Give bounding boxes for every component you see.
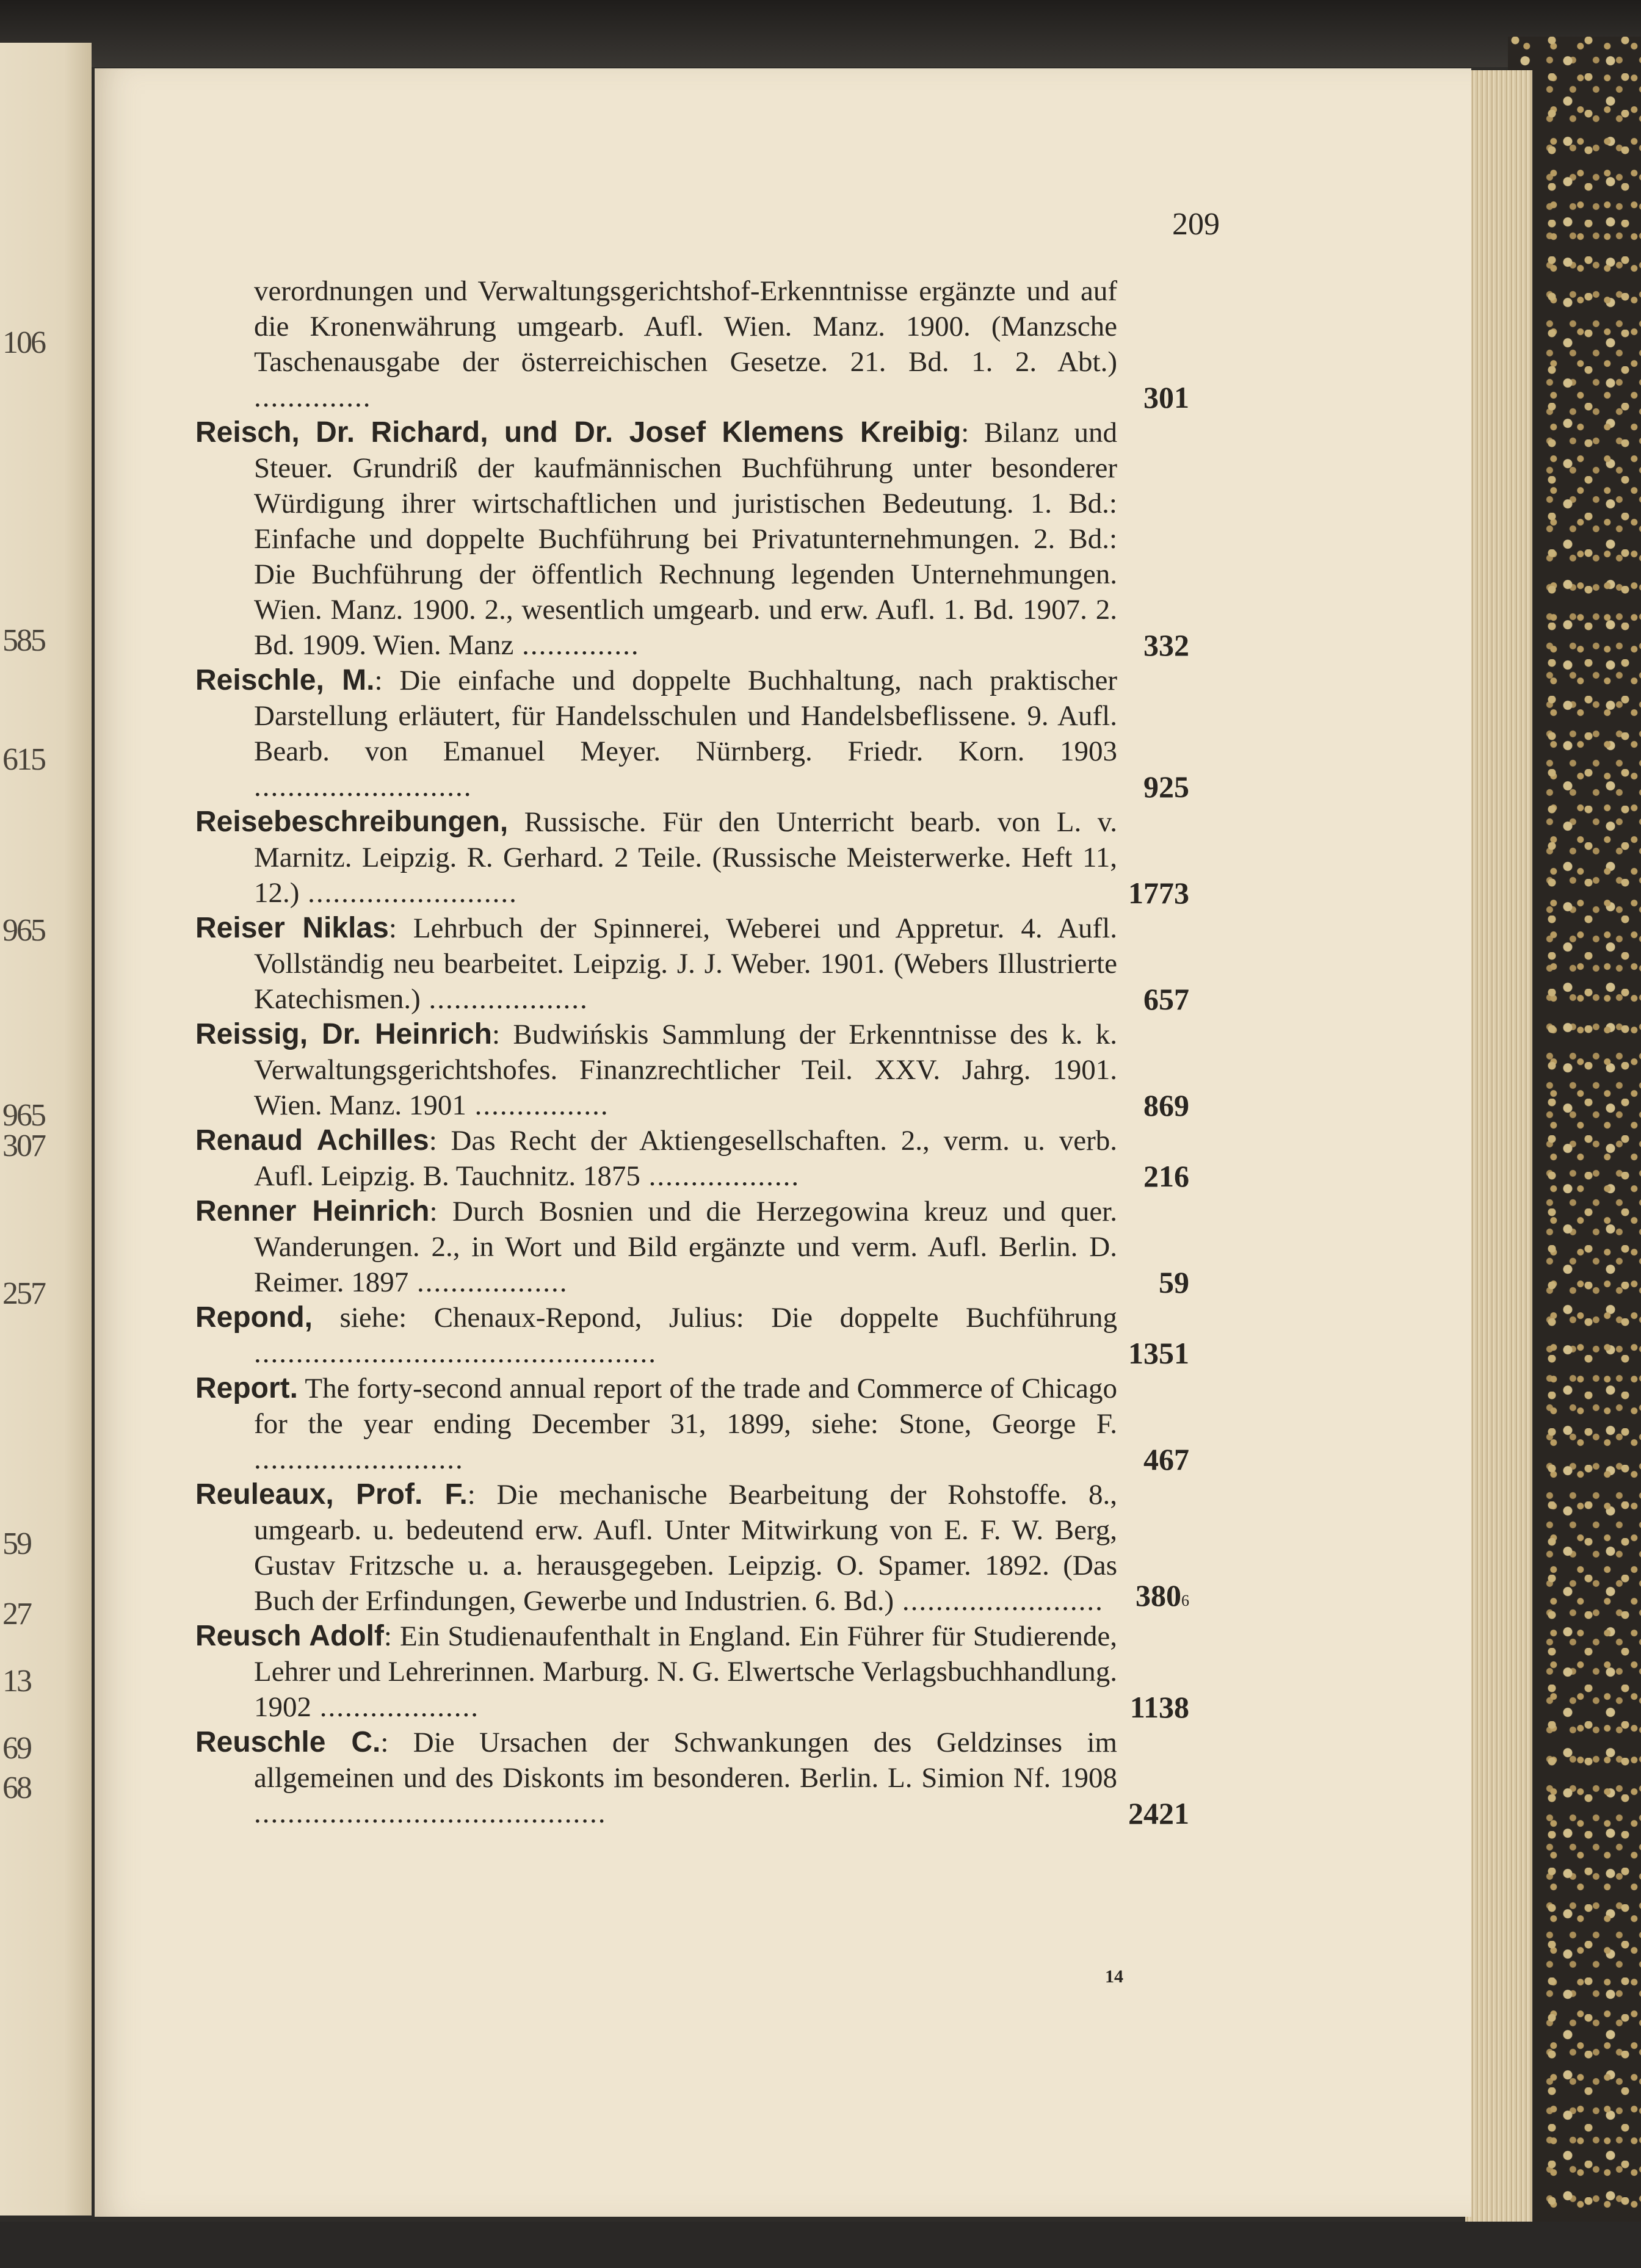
signature-mark: 14: [1105, 1966, 1123, 1987]
bibliography-entry: [195, 1725, 1189, 1831]
entry-text: verordnungen und Verwaltungsgerichtshof-Erkenntnisse ergänzte und auf die Kronenwährung umgearb. Aufl. Wien. Manz. 1900. (Manzsche Taschenausgabe der österreichischen Gesetze. 21. Bd. 1. 2. Abt.): [254, 275, 1117, 378]
leader-dots: ........................: [894, 1585, 1104, 1617]
bibliography-entry: [195, 415, 1189, 663]
entry-reference-suffix: 6: [1181, 1592, 1189, 1609]
leader-dots: ..............: [513, 629, 640, 661]
book-bottom-edge: [0, 2222, 1641, 2268]
bibliography-entry: [195, 1371, 1189, 1477]
leader-dots: ...................: [420, 983, 589, 1015]
left-page-fragment: 59: [2, 1526, 31, 1561]
leader-dots: ..............: [254, 381, 372, 413]
leader-dots: ................................................: [254, 1337, 657, 1369]
entry-text: : Die Ursachen der Schwankungen des Geldzinses im allgemeinen und des Diskonts im besonderen. Berlin. L. Simion Nf. 1908: [254, 1727, 1117, 1794]
bibliography-entry: [195, 911, 1189, 1017]
entry-heading: Reisch, Dr. Richard, und Dr. Josef Klemens Kreibig: [195, 416, 962, 449]
entry-heading: Reuleaux, Prof. F.: [195, 1478, 468, 1511]
entry-text: : Durch Bosnien und die Herzegowina kreuz und quer. Wanderungen. 2., in Wort und Bild ergänzte und verm. Aufl. Berlin. D. Reimer. 1897: [254, 1196, 1117, 1298]
page-number: 209: [1172, 207, 1220, 242]
entry-heading: Renner Heinrich: [195, 1195, 430, 1227]
bibliography-entry: [195, 1194, 1189, 1300]
book-top-edge: [0, 0, 1641, 67]
bibliography-entry: [195, 1123, 1189, 1194]
leader-dots: ..........................: [254, 771, 473, 803]
entry-reference-number: 1351: [1128, 1336, 1189, 1370]
entry-text: siehe: Chenaux-Repond, Julius: Die doppelte Buchführung: [312, 1302, 1117, 1334]
entry-heading: Reuschle C.: [195, 1726, 381, 1758]
entry-heading: Reusch Adolf: [195, 1620, 384, 1652]
entry-reference-number: 925: [1143, 770, 1189, 804]
entry-heading: Renaud Achilles: [195, 1124, 429, 1157]
previous-page-sliver: [0, 43, 92, 2216]
entry-reference-number: 657: [1143, 982, 1189, 1016]
entry-reference-number: 216: [1143, 1159, 1189, 1193]
entry-text: : Die einfache und doppelte Buchhaltung, nach praktischer Darstellung erläutert, für Handelsschulen und Handelsbeflissene. 9. Aufl. Bearb. von Emanuel Meyer. Nürnberg. Friedr. Korn. 1903: [254, 665, 1117, 767]
entry-reference-number: 332: [1143, 628, 1189, 662]
entry-reference-number: 1138: [1129, 1690, 1189, 1724]
left-page-fragment: 307: [2, 1129, 45, 1163]
bibliography-entry: [195, 1017, 1189, 1123]
entry-reference-number: 869: [1143, 1088, 1189, 1122]
entry-text: : Bilanz und Steuer. Grundriß der kaufmännischen Buchführung unter besonderer Würdigung ihrer wirtschaftlichen und juristischen Bedeutung. 1. Bd.: Einfache und doppelte Buchführung bei Privatunternehmungen. 2. Bd.: Die Buchführung der öffentlich Rechnung legenden Unternehmungen. Wien. Manz. 1900. 2., wesentlich umgearb. und erw. Aufl. 1. Bd. 1907. 2. Bd. 1909. Wien. Manz: [254, 417, 1117, 661]
leader-dots: ..................: [408, 1266, 568, 1298]
entry-reference-number: 301: [1143, 380, 1189, 414]
entry-heading: Reischle, M.: [195, 664, 375, 696]
left-page-fragment: 965: [2, 913, 45, 948]
entry-reference-number: 2421: [1128, 1796, 1189, 1830]
left-page-fragment: 68: [2, 1771, 31, 1805]
entry-heading: Reissig, Dr. Heinrich: [195, 1018, 492, 1050]
left-page-fragment: 615: [2, 742, 45, 777]
entry-text: Russische. Für den Unterricht bearb. von L. v. Marnitz. Leipzig. R. Gerhard. 2 Teile. (Russische Meisterwerke. Heft 11, 12.): [254, 806, 1117, 909]
entry-heading: Reiser Niklas: [195, 912, 389, 944]
entry-text: : Lehrbuch der Spinnerei, Weberei und Appretur. 4. Aufl. Vollständig neu bearbeitet. Leipzig. J. J. Weber. 1901. (Webers Illustrierte Katechismen.): [254, 912, 1118, 1015]
left-page-fragment: 27: [2, 1597, 31, 1631]
entry-text: : Ein Studienaufenthalt in England. Ein Führer für Studierende, Lehrer und Lehrerinnen. Marburg. N. G. Elwertsche Verlagsbuchhandlung. 1902: [254, 1620, 1117, 1723]
leader-dots: ................: [466, 1089, 609, 1121]
left-page-fragment: 585: [2, 623, 45, 658]
entry-reference-number: 467: [1143, 1442, 1189, 1476]
left-page-fragment: 257: [2, 1276, 45, 1311]
entry-heading: Report.: [195, 1372, 298, 1404]
bibliography-entry: [195, 1619, 1189, 1725]
left-page-fragment: 13: [2, 1664, 31, 1699]
leader-dots: ...................: [311, 1691, 479, 1723]
bibliography-list: [195, 273, 1189, 1831]
entry-reference-number: 59: [1159, 1265, 1189, 1299]
bibliography-entry: [195, 1300, 1189, 1371]
page-edge-stack: [1465, 70, 1532, 2225]
bibliography-entry: [195, 663, 1189, 804]
entry-heading: Repond,: [195, 1301, 313, 1334]
leader-dots: .........................: [254, 1443, 464, 1475]
entry-text: : Die mechanische Bearbeitung der Rohstoffe. 8., umgearb. u. bedeutend erw. Aufl. Unter Mitwirkung von E. F. W. Berg, Gustav Fritzsche u. a. herausgegeben. Leipzig. O. Spamer. 1892. (Das Buch der Erfindungen, Gewerbe und Industrien. 6. Bd.): [254, 1479, 1117, 1617]
entry-reference-number: [1136, 1578, 1189, 1619]
entry-heading: Reisebeschreibungen,: [195, 806, 509, 838]
entry-text: : Budwińskis Sammlung der Erkenntnisse des k. k. Verwaltungsgerichtshofes. Finanzrechtlicher Teil. XXV. Jahrg. 1901. Wien. Manz. 1901: [254, 1019, 1117, 1121]
leader-dots: .........................: [299, 877, 518, 909]
left-page-fragment: 106: [2, 325, 45, 360]
leader-dots: ..........................................: [254, 1797, 607, 1829]
entry-text: : Das Recht der Aktiengesellschaften. 2., verm. u. verb. Aufl. Leipzig. B. Tauchnitz. 1875: [254, 1125, 1117, 1192]
bibliography-entry: [195, 1477, 1189, 1619]
left-page-fragment: 69: [2, 1731, 31, 1766]
entry-reference-number: 1773: [1128, 876, 1189, 910]
entry-reference-value: 380: [1136, 1578, 1181, 1613]
entry-text: The forty-second annual report of the trade and Commerce of Chicago for the year ending December 31, 1899, siehe: Stone, George F.: [254, 1373, 1117, 1440]
left-page-fragment: 965: [2, 1098, 45, 1133]
bibliography-entry: [195, 273, 1189, 415]
bibliography-entry: [195, 804, 1189, 911]
leader-dots: ..................: [640, 1160, 800, 1192]
